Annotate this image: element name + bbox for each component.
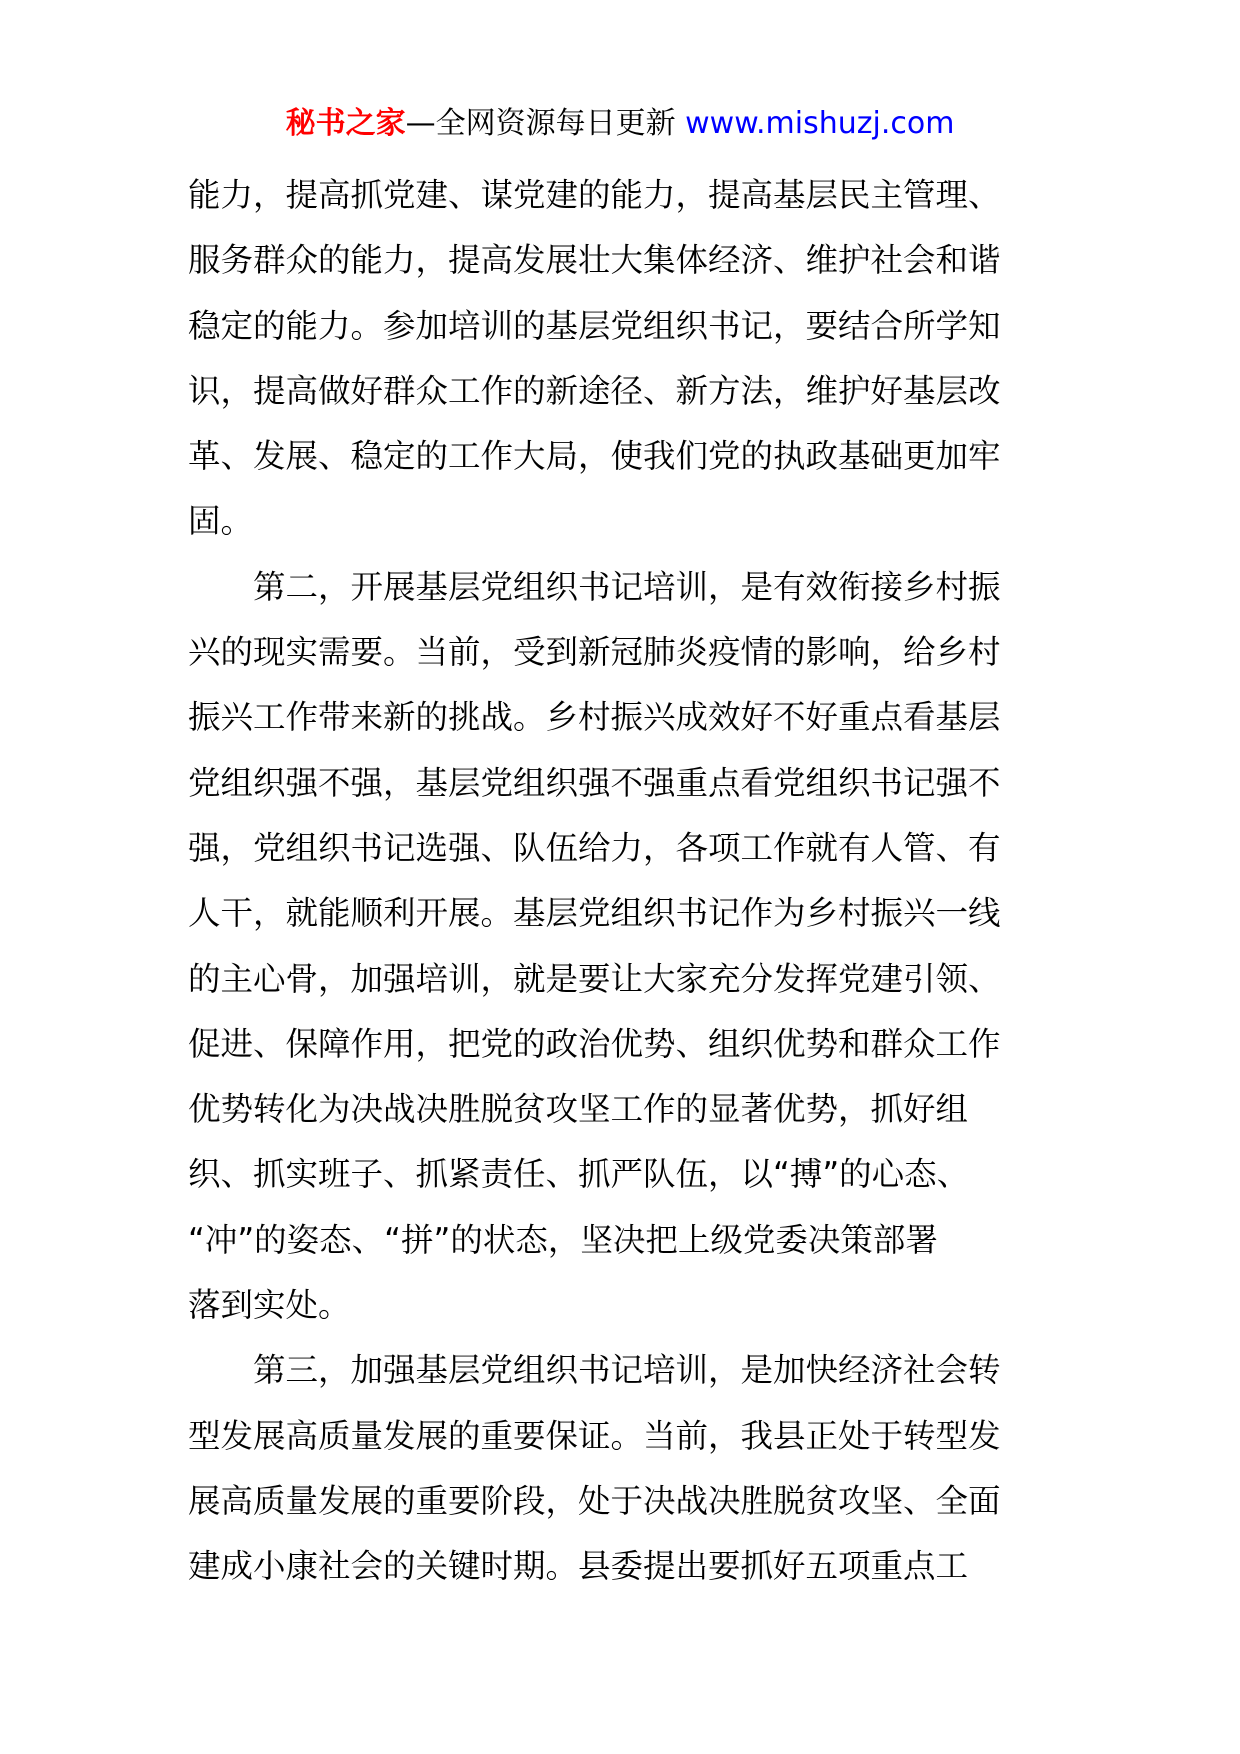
text-line: “冲”的姿态、“拼”的状态，坚决把上级党委决策部署 [188, 1220, 938, 1259]
text-line: 人干，就能顺利开展。基层党组织书记作为乡村振兴一线 [188, 894, 1001, 933]
text-line: 识，提高做好群众工作的新途径、新方法，维护好基层改 [188, 371, 1001, 410]
text-line: 振兴工作带来新的挑战。乡村振兴成效好不好重点看基层 [188, 698, 1001, 737]
body-text [188, 163, 1058, 1600]
text-line: 展高质量发展的重要阶段，处于决战决胜脱贫攻坚、全面 [188, 1481, 1001, 1520]
text-line: 稳定的能力。参加培训的基层党组织书记，要结合所学知 [188, 306, 1001, 345]
page-header [0, 100, 1240, 148]
text-line: 革、发展、稳定的工作大局，使我们党的执政基础更加牢 [188, 437, 1001, 476]
text-line: 优势转化为决战决胜脱贫攻坚工作的显著优势，抓好组 [188, 1090, 969, 1129]
text-line: 强，党组织书记选强、队伍给力，各项工作就有人管、有 [188, 828, 1001, 867]
text-line: 建成小康社会的关键时期。县委提出要抓好五项重点工 [188, 1547, 969, 1586]
text-line: 服务群众的能力，提高发展壮大集体经济、维护社会和谐 [188, 241, 1001, 280]
brand-name: 秘书之家 [285, 106, 406, 141]
site-url-link[interactable]: www.mishuzj.com [685, 106, 955, 141]
text-line: 兴的现实需要。当前，受到新冠肺炎疫情的影响，给乡村 [188, 633, 1001, 672]
text-line: 第二，开展基层党组织书记培训，是有效衔接乡村振 [188, 567, 1001, 606]
header-tagline: —全网资源每日更新 [405, 106, 686, 141]
text-line: 固。 [188, 502, 254, 541]
text-line: 促进、保障作用，把党的政治优势、组织优势和群众工作 [188, 1024, 1001, 1063]
text-line: 织、抓实班子、抓紧责任、抓严队伍，以“搏”的心态、 [188, 1155, 970, 1194]
text-line: 型发展高质量发展的重要保证。当前，我县正处于转型发 [188, 1416, 1001, 1455]
text-line: 落到实处。 [188, 1286, 351, 1325]
text-line: 的主心骨，加强培训，就是要让大家充分发挥党建引领、 [188, 959, 1001, 998]
text-line: 能力，提高抓党建、谋党建的能力，提高基层民主管理、 [188, 176, 1001, 214]
text-line: 第三，加强基层党组织书记培训，是加快经济社会转 [188, 1351, 1001, 1390]
text-line: 党组织强不强，基层党组织强不强重点看党组织书记强不 [188, 763, 1001, 802]
